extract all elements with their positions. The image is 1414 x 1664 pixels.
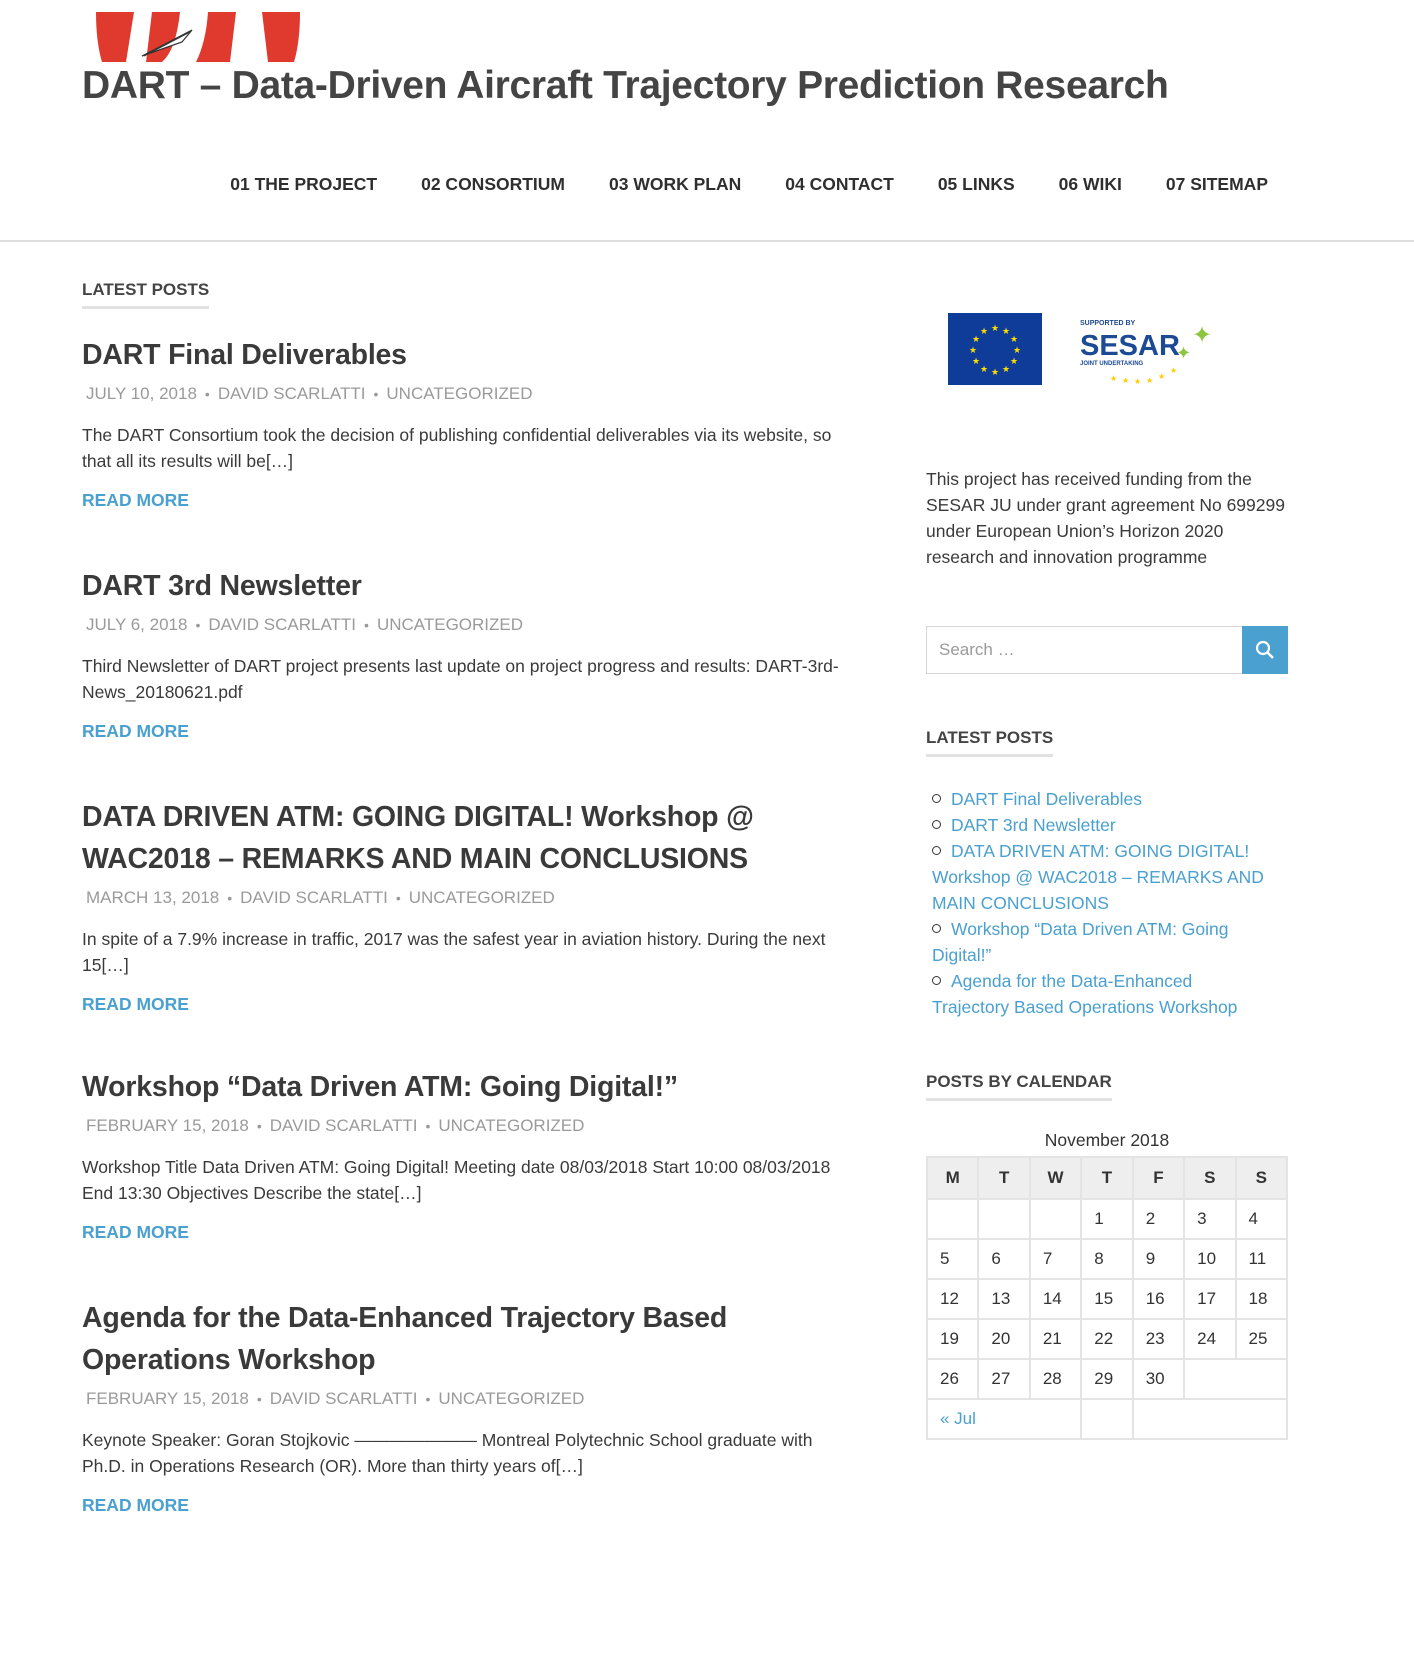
main-nav [186, 174, 1268, 195]
post-date[interactable]: JULY 6, 2018 [86, 615, 188, 634]
meta-separator: • [425, 1118, 431, 1134]
calendar-day: 10 [1184, 1239, 1235, 1279]
calendar-week [927, 1199, 1287, 1239]
calendar-prev-link[interactable]: « Jul [940, 1409, 976, 1428]
meta-separator: • [364, 617, 369, 633]
calendar-day: 21 [1030, 1319, 1081, 1359]
search-icon [1255, 640, 1275, 660]
calendar-day: 6 [978, 1239, 1029, 1279]
calendar-day: 18 [1236, 1279, 1287, 1319]
sidebar-post-link[interactable]: DART 3rd Newsletter [951, 815, 1116, 835]
weekday-header: T [1081, 1157, 1132, 1199]
sesar-sub: JOINT UNDERTAKING [1080, 361, 1144, 367]
search-input[interactable] [927, 627, 1241, 673]
bullet-icon [932, 976, 941, 985]
calendar-heading: POSTS BY CALENDAR [926, 1072, 1112, 1101]
post-excerpt: In spite of a 7.9% increase in traffic, 2017 was the safest year in aviation history. During the next 15[…] [82, 929, 826, 975]
calendar-day: 3 [1184, 1199, 1235, 1239]
sidebar-post-link[interactable]: DATA DRIVEN ATM: GOING DIGITAL! Workshop @ WAC2018 – REMARKS AND MAIN CONCLUSIONS [932, 841, 1264, 913]
post-meta [82, 1389, 862, 1409]
post-title[interactable]: DART Final Deliverables [82, 339, 407, 371]
nav-item-sitemap[interactable]: 07 SITEMAP [1165, 174, 1268, 194]
read-more-link[interactable]: READ MORE [82, 994, 189, 1014]
read-more-link[interactable]: READ MORE [82, 721, 189, 741]
sidebar-latest-posts [932, 786, 1272, 1020]
svg-text:★: ★ [971, 335, 981, 345]
weekday-header: F [1133, 1157, 1184, 1199]
calendar-day: 7 [1030, 1239, 1081, 1279]
post-author[interactable]: DAVID SCARLATTI [269, 1389, 418, 1408]
calendar-day: 9 [1133, 1239, 1184, 1279]
svg-text:★: ★ [1012, 346, 1022, 356]
sidebar-post-link[interactable]: DART Final Deliverables [951, 789, 1142, 809]
meta-separator: • [227, 890, 233, 906]
post-author[interactable]: DAVID SCARLATTI [240, 888, 388, 907]
svg-text:★: ★ [1134, 377, 1142, 386]
calendar-week [927, 1359, 1287, 1399]
calendar-day: 4 [1236, 1199, 1287, 1239]
calendar-day: 17 [1184, 1279, 1235, 1319]
calendar-week [927, 1239, 1287, 1279]
dart-logo[interactable] [96, 12, 300, 62]
svg-text:★: ★ [1001, 327, 1011, 337]
list-item [932, 916, 1272, 968]
svg-text:★: ★ [1122, 376, 1130, 385]
search-button[interactable] [1242, 626, 1288, 674]
meta-separator: • [256, 1391, 262, 1407]
calendar-day: 25 [1236, 1319, 1287, 1359]
post-excerpt: Third Newsletter of DART project presents last update on project progress and results: DART-3rd-News_20180621.pdf [82, 656, 839, 702]
post-date[interactable]: JULY 10, 2018 [86, 384, 197, 403]
eu-flag-icon [948, 313, 1042, 385]
nav-item-work-plan[interactable]: 03 WORK PLAN [609, 174, 742, 194]
post-title[interactable]: DATA DRIVEN ATM: GOING DIGITAL! Workshop @ WAC2018 – REMARKS AND MAIN CONCLUSIONS [82, 801, 754, 875]
calendar-day: 29 [1081, 1359, 1132, 1399]
svg-text:★: ★ [1158, 372, 1166, 381]
calendar-day: 30 [1133, 1359, 1184, 1399]
weekday-header: M [927, 1157, 978, 1199]
calendar-day: 16 [1133, 1279, 1184, 1319]
bullet-icon [932, 794, 941, 803]
post-date[interactable]: FEBRUARY 15, 2018 [86, 1116, 249, 1135]
post-date[interactable]: FEBRUARY 15, 2018 [86, 1389, 249, 1408]
calendar-day: 1 [1081, 1199, 1132, 1239]
post-meta [82, 615, 862, 635]
post-author[interactable]: DAVID SCARLATTI [208, 615, 357, 634]
site-header [0, 0, 1414, 242]
calendar-day: 5 [927, 1239, 978, 1279]
calendar-day: 2 [1133, 1199, 1184, 1239]
post-excerpt: Workshop Title Data Driven ATM: Going Digital! Meeting date 08/03/2018 Start 10:00 08/03/2018 End 13:30 Objectives Describe the state[…] [82, 1157, 831, 1203]
post-title[interactable]: Agenda for the Data-Enhanced Trajectory Based Operations Workshop [82, 1302, 728, 1376]
meta-separator: • [256, 1118, 262, 1134]
nav-item-consortium[interactable]: 02 CONSORTIUM [421, 174, 566, 194]
calendar-day: 11 [1236, 1239, 1287, 1279]
svg-text:★: ★ [990, 368, 1000, 378]
weekday-header: T [978, 1157, 1029, 1199]
post [82, 1297, 862, 1516]
list-item [932, 786, 1272, 812]
calendar-day [1030, 1199, 1081, 1239]
svg-text:★: ★ [1146, 376, 1154, 385]
post-category[interactable]: UNCATEGORIZED [408, 888, 555, 907]
sesar-logo [1080, 313, 1230, 393]
main-content [82, 280, 862, 1515]
calendar-table [926, 1156, 1288, 1440]
calendar-day: 8 [1081, 1239, 1132, 1279]
post-category[interactable]: UNCATEGORIZED [376, 615, 524, 634]
svg-text:★: ★ [1009, 335, 1019, 345]
calendar-day [927, 1199, 978, 1239]
post [82, 334, 862, 511]
calendar-day: 20 [978, 1319, 1029, 1359]
calendar-day: 23 [1133, 1319, 1184, 1359]
bullet-icon [932, 924, 941, 933]
read-more-link[interactable]: READ MORE [82, 490, 189, 510]
site-title[interactable]: DART – Data-Driven Aircraft Trajectory Prediction Research [82, 64, 1169, 107]
post [82, 565, 862, 742]
meta-separator: • [204, 386, 210, 402]
funding-logos [948, 313, 1248, 393]
post-title[interactable]: Workshop “Data Driven ATM: Going Digital!” [82, 1071, 678, 1103]
latest-posts-heading: LATEST POSTS [82, 280, 209, 309]
weekday-header: S [1184, 1157, 1235, 1199]
post-meta [82, 1116, 862, 1136]
list-item [932, 838, 1272, 916]
calendar-day [1184, 1359, 1287, 1399]
svg-text:★: ★ [1110, 374, 1118, 383]
post-meta [82, 384, 862, 404]
search-form [926, 626, 1288, 674]
bullet-icon [932, 820, 941, 829]
bullet-icon [932, 846, 941, 855]
svg-text:★: ★ [1170, 366, 1178, 375]
meta-separator: • [195, 617, 201, 633]
calendar-day: 27 [978, 1359, 1029, 1399]
svg-text:★: ★ [1001, 365, 1011, 375]
post-category[interactable]: UNCATEGORIZED [438, 1389, 585, 1408]
meta-separator: • [425, 1391, 431, 1407]
sesar-supported-by: SUPPORTED BY [1080, 320, 1136, 327]
calendar-day: 13 [978, 1279, 1029, 1319]
meta-separator: • [395, 890, 401, 906]
weekday-header: W [1030, 1157, 1081, 1199]
post [82, 1066, 862, 1243]
post-author[interactable]: DAVID SCARLATTI [269, 1116, 418, 1135]
svg-text:✦: ✦ [1176, 343, 1192, 364]
post [82, 796, 862, 1015]
calendar-day: 19 [927, 1319, 978, 1359]
nav-item-wiki[interactable]: 06 WIKI [1058, 174, 1122, 194]
calendar-day: 22 [1081, 1319, 1132, 1359]
sidebar-post-link[interactable]: Workshop “Data Driven ATM: Going Digital!” [932, 919, 1229, 965]
calendar-caption: November 2018 [1044, 1130, 1170, 1150]
calendar-day [978, 1199, 1029, 1239]
calendar-nav-row [927, 1399, 1287, 1439]
calendar-day: 15 [1081, 1279, 1132, 1319]
svg-text:★: ★ [979, 365, 989, 375]
svg-text:★: ★ [979, 327, 989, 337]
svg-text:★: ★ [1009, 357, 1019, 367]
svg-text:✦: ✦ [1192, 321, 1213, 349]
calendar-day: 12 [927, 1279, 978, 1319]
calendar-day: 24 [1184, 1319, 1235, 1359]
post-excerpt: The DART Consortium took the decision of publishing confidential deliverables via its website, so that all its results will be[…] [82, 425, 832, 471]
calendar-next [1133, 1399, 1287, 1439]
sesar-name: SESAR [1080, 330, 1180, 362]
weekday-header: S [1236, 1157, 1287, 1199]
calendar-day: 14 [1030, 1279, 1081, 1319]
post-category[interactable]: UNCATEGORIZED [438, 1116, 585, 1135]
svg-text:★: ★ [971, 357, 981, 367]
sidebar-post-link[interactable]: Agenda for the Data-Enhanced Trajectory Based Operations Workshop [932, 971, 1238, 1017]
post-author[interactable]: DAVID SCARLATTI [217, 384, 366, 403]
svg-text:★: ★ [968, 346, 978, 356]
calendar-week [927, 1279, 1287, 1319]
list-item [932, 968, 1272, 1020]
read-more-link[interactable]: READ MORE [82, 1495, 189, 1515]
nav-item-contact[interactable]: 04 CONTACT [785, 174, 894, 194]
calendar-day: 28 [1030, 1359, 1081, 1399]
meta-separator: • [373, 386, 379, 402]
list-item [932, 812, 1272, 838]
calendar-pad [1081, 1399, 1132, 1439]
calendar-header-row [927, 1157, 1287, 1199]
post-date[interactable]: MARCH 13, 2018 [86, 888, 220, 907]
svg-text:★: ★ [990, 324, 1000, 334]
sidebar-latest-posts-heading: LATEST POSTS [926, 728, 1053, 757]
funding-text: This project has received funding from the SESAR JU under grant agreement No 699299 under European Union’s Horizon 2020 research and innovation programme [926, 469, 1285, 567]
post-category[interactable]: UNCATEGORIZED [386, 384, 533, 403]
post-meta [82, 888, 862, 908]
post-title[interactable]: DART 3rd Newsletter [82, 570, 362, 602]
post-excerpt: Keynote Speaker: Goran Stojkovic ——————— Montreal Polytechnic School graduate with Ph.D. in Operations Research (OR). More than thirty years of[…] [82, 1430, 813, 1476]
calendar-week [927, 1319, 1287, 1359]
calendar-prev [927, 1399, 1081, 1439]
nav-item-links[interactable]: 05 LINKS [937, 174, 1015, 194]
read-more-link[interactable]: READ MORE [82, 1222, 189, 1242]
calendar-day: 26 [927, 1359, 978, 1399]
nav-item-project[interactable]: 01 THE PROJECT [230, 174, 378, 194]
